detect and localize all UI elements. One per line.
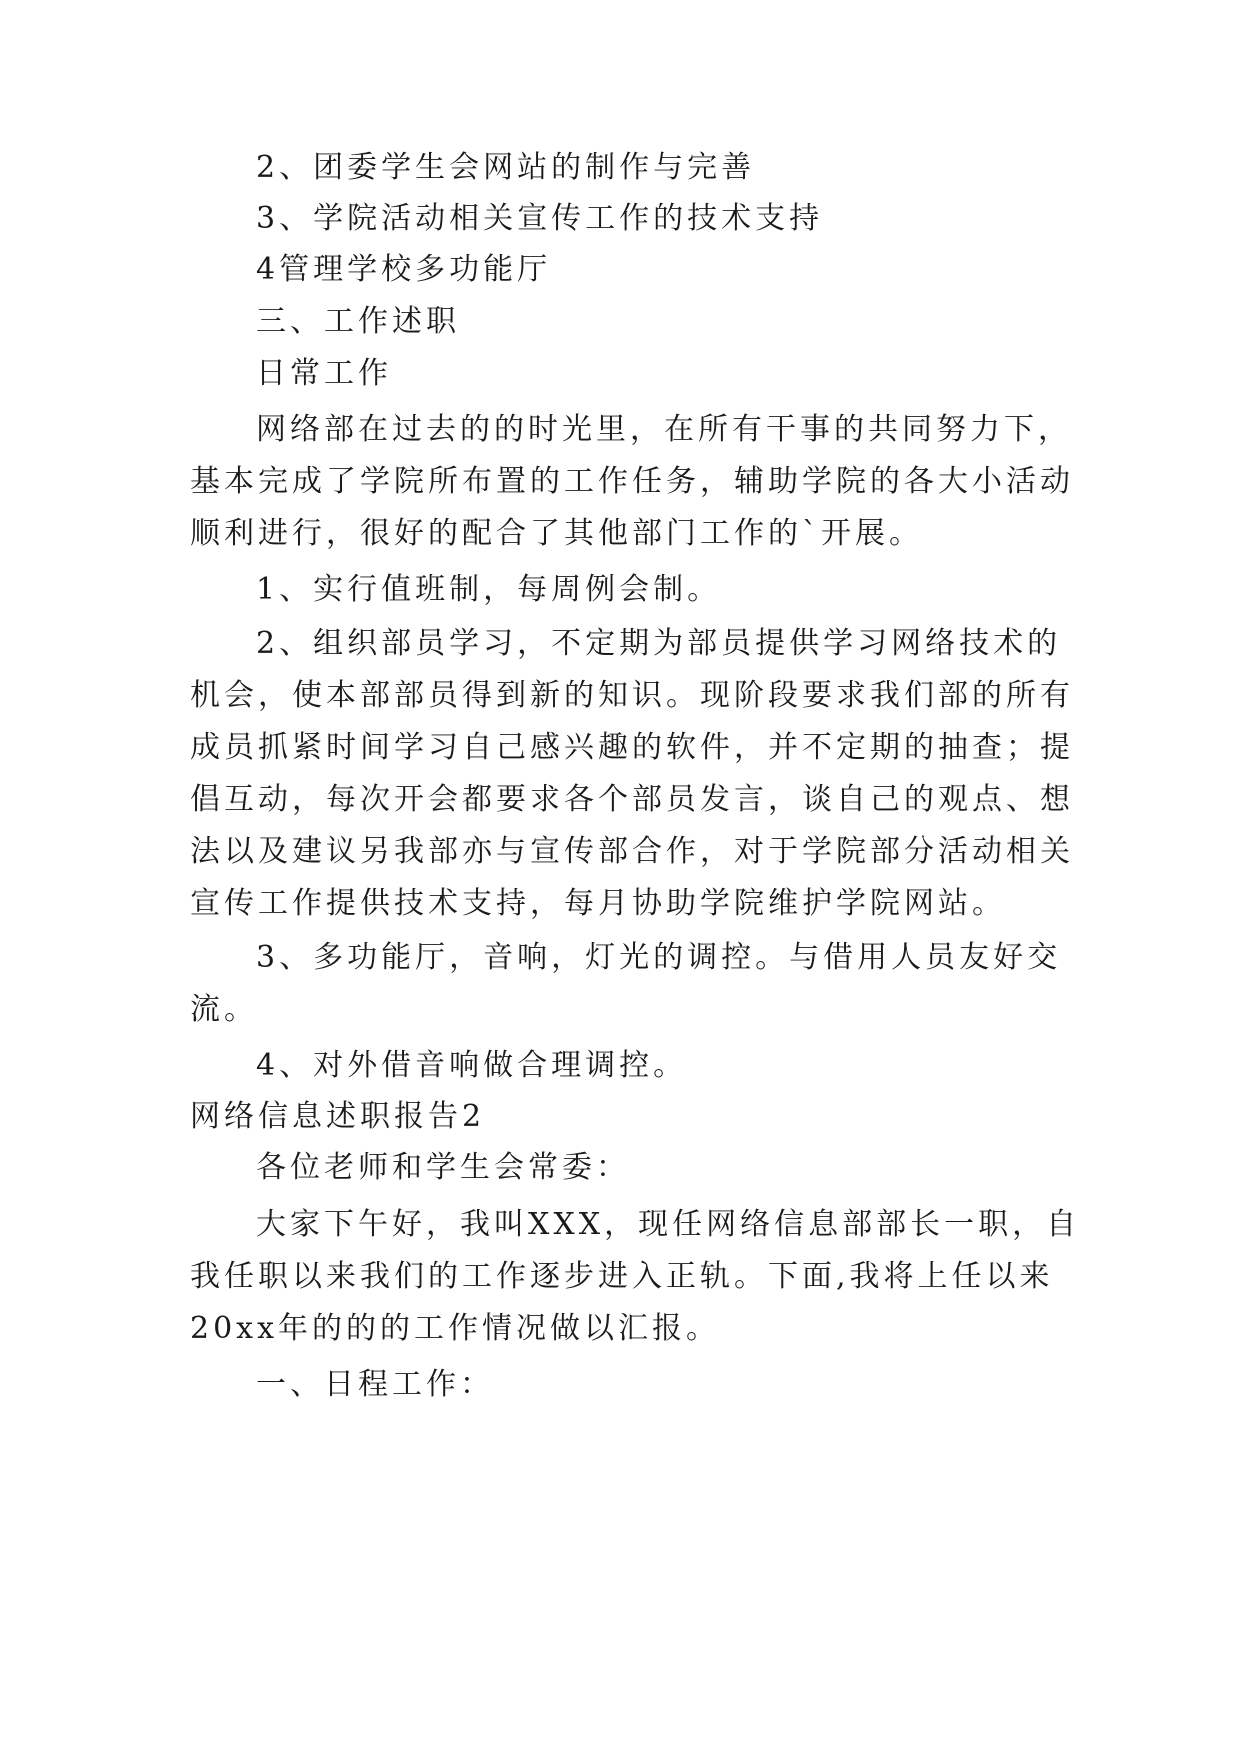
- list-item-website: 2、团委学生会网站的制作与完善: [256, 150, 756, 185]
- paragraph-line: 流。: [190, 992, 258, 1027]
- salutation: 各位老师和学生会常委：: [256, 1150, 630, 1185]
- paragraph-line: 我任职以来我们的工作逐步进入正轨。下面,我将上任以来: [190, 1259, 1054, 1294]
- list-item-duty: 1、实行值班制，每周例会制。: [256, 572, 722, 607]
- section-heading-schedule: 一、日程工作：: [256, 1367, 494, 1402]
- list-item-audio: 4、对外借音响做合理调控。: [256, 1048, 688, 1083]
- paragraph-line: 顺利进行，很好的配合了其他部门工作的`开展。: [190, 516, 923, 551]
- paragraph-line: 倡互动，每次开会都要求各个部员发言，谈自己的观点、想: [190, 782, 1074, 817]
- paragraph-line: 基本完成了学院所布置的工作任务，辅助学院的各大小活动: [190, 464, 1074, 499]
- paragraph-line: 机会，使本部部员得到新的知识。现阶段要求我们部的所有: [190, 678, 1074, 713]
- paragraph-line: 3、多功能厅，音响，灯光的调控。与借用人员友好交: [256, 940, 1062, 975]
- paragraph-line: 2、组织部员学习，不定期为部员提供学习网络技术的: [256, 626, 1062, 661]
- section-heading-report: 三、工作述职: [256, 304, 460, 339]
- paragraph-line: 宣传工作提供技术支持，每月协助学院维护学院网站。: [190, 886, 1006, 921]
- paragraph-line: 大家下午好，我叫XXX，现任网络信息部部长一职，自: [256, 1207, 1081, 1242]
- paragraph-line: 20xx年的的的工作情况做以汇报。: [190, 1311, 721, 1346]
- list-item-hall: 4管理学校多功能厅: [256, 252, 552, 287]
- subheading-daily-work: 日常工作: [256, 356, 392, 391]
- list-item-tech-support: 3、学院活动相关宣传工作的技术支持: [256, 201, 824, 236]
- report-title: 网络信息述职报告2: [190, 1099, 486, 1134]
- paragraph-line: 网络部在过去的的时光里，在所有干事的共同努力下，: [256, 412, 1072, 447]
- paragraph-line: 成员抓紧时间学习自己感兴趣的软件，并不定期的抽查；提: [190, 730, 1074, 765]
- paragraph-line: 法以及建议另我部亦与宣传部合作，对于学院部分活动相关: [190, 834, 1074, 869]
